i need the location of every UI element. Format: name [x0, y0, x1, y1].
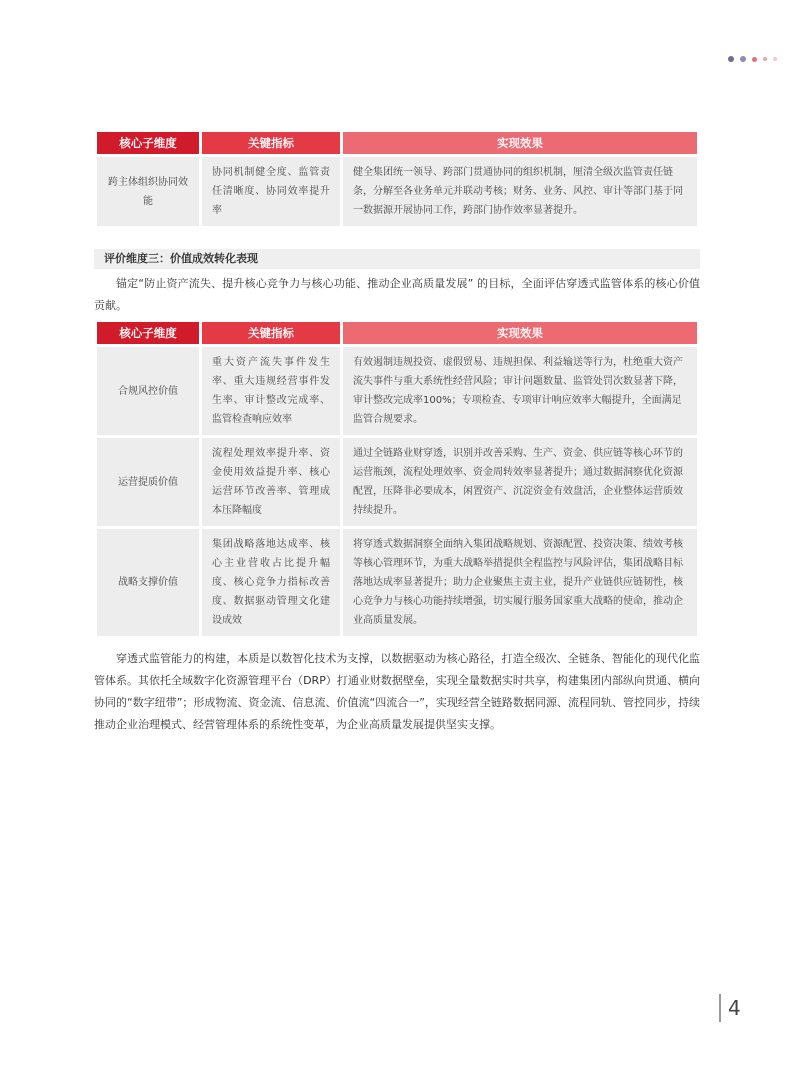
page-divider — [719, 994, 721, 1022]
dot-icon — [752, 57, 757, 62]
table-row — [97, 435, 697, 526]
dot-icon — [728, 56, 734, 62]
header-dimension: 核心子维度 — [97, 322, 199, 344]
section-heading: 评价维度三：价值成效转化表现 — [94, 249, 700, 269]
cell-effect: 通过全链路业财穿透，识别并改善采购、生产、资金、供应链等核心环节的运营瓶颈，流程处理效率、资金周转效率显著提升；通过数据洞察优化资源配置，压降非必要成本，闲置资产、沉淀资金有效盘活，企业整体运营质效持续提升。 — [343, 435, 697, 526]
cell-dimension: 战略支撑价值 — [97, 526, 199, 636]
table-row — [97, 526, 697, 636]
cell-indicator: 集团战略落地达成率、核心主业营收占比提升幅度、核心竞争力指标改善度、数据驱动管理文化建设成效 — [202, 526, 340, 636]
header-indicator: 关键指标 — [202, 322, 340, 344]
table-row — [97, 344, 697, 435]
cell-effect: 有效遏制违规投资、虚假贸易、违规担保、利益输送等行为，杜绝重大资产流失事件与重大系统性经营风险；审计问题数量、监管处罚次数显著下降，审计整改完成率100%；专项检查、专项审计响应效率大幅提升，全面满足监管合规要求。 — [343, 344, 697, 435]
cell-dimension: 跨主体组织协同效能 — [97, 154, 199, 226]
cell-dimension: 合规风控价值 — [97, 344, 199, 435]
table-collaboration — [94, 132, 700, 226]
dot-icon — [763, 57, 767, 61]
dot-icon — [740, 56, 746, 62]
dot-icon — [773, 57, 777, 61]
header-dimension: 核心子维度 — [97, 132, 199, 154]
header-effect: 实现效果 — [343, 132, 697, 154]
table-row — [97, 154, 697, 226]
cell-indicator: 重大资产流失事件发生率、重大违规经营事件发生率、审计整改完成率、监管检查响应效率 — [202, 344, 340, 435]
cell-effect: 健全集团统一领导、跨部门贯通协同的组织机制，厘清全级次监管责任链条，分解至各业务单元并联动考核；财务、业务、风控、审计等部门基于同一数据源开展协同工作，跨部门协作效率显著提升。 — [343, 154, 697, 226]
closing-paragraph: 穿透式监管能力的构建，本质是以数智化技术为支撑，以数据驱动为核心路径，打造全级次、全链条、智能化的现代化监管体系。其依托全域数字化资源管理平台（DRP）打通业财数据壁垒，实现全量数据实时共享，构建集团内部纵向贯通、横向协同的“数字纽带”；形成物流、资金流、信息流、价值流“四流合一”，实现经营全链路数据同源、流程同轨、管控同步，持续推动企业治理模式、经营管理体系的系统性变革，为企业高质量发展提供坚实支撑。 — [94, 652, 700, 731]
cell-dimension: 运营提质价值 — [97, 435, 199, 526]
header-effect: 实现效果 — [343, 322, 697, 344]
section-intro: 锚定“防止资产流失、提升核心竞争力与核心功能、推动企业高质量发展” 的目标，全面评估穿透式监管体系的核心价值贡献。 — [94, 277, 700, 312]
decorative-dots — [728, 56, 777, 62]
header-indicator: 关键指标 — [202, 132, 340, 154]
cell-indicator: 流程处理效率提升率、资金使用效益提升率、核心运营环节改善率、管理成本压降幅度 — [202, 435, 340, 526]
cell-indicator: 协同机制健全度、监管责任清晰度、协同效率提升率 — [202, 154, 340, 226]
page-number: 4 — [728, 996, 741, 1020]
cell-effect: 将穿透式数据洞察全面纳入集团战略规划、资源配置、投资决策、绩效考核等核心管理环节，为重大战略举措提供全程监控与风险评估，集团战略目标落地达成率显著提升；助力企业聚焦主责主业，提升产业链供应链韧性，核心竞争力与核心功能持续增强，切实履行服务国家重大战略的使命，推动企业高质量发展。 — [343, 526, 697, 636]
table-value — [94, 322, 700, 636]
